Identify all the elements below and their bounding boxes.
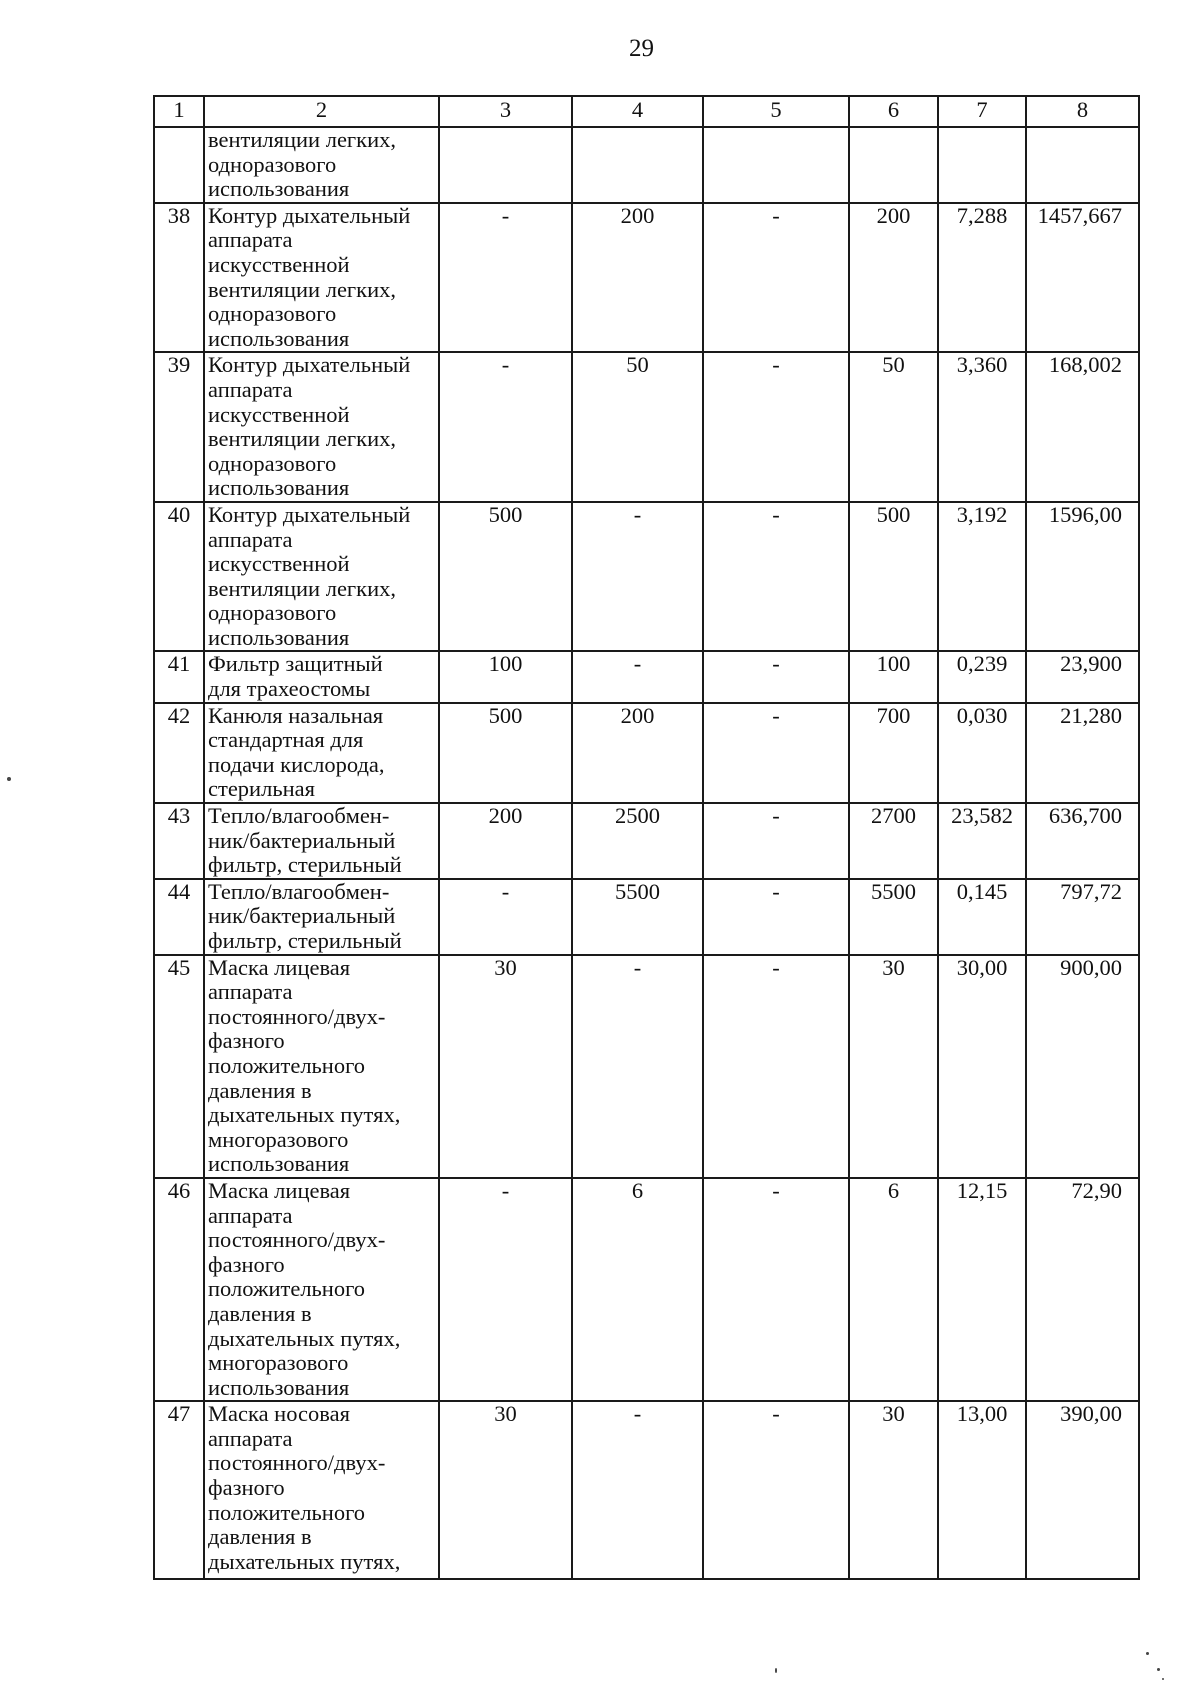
item-name-line: использования — [208, 176, 350, 202]
value-cell-col4: - — [572, 955, 703, 1178]
item-name-line: аппарата — [208, 1202, 293, 1228]
column-header: 1 — [154, 96, 204, 127]
value-cell-col5: - — [703, 1178, 849, 1401]
item-name-line: вентиляции легких, — [208, 276, 397, 302]
item-name-line: фазного — [208, 1475, 285, 1501]
item-name-line: положительного — [208, 1052, 366, 1078]
item-name-line: ник/бактериальный — [208, 903, 396, 929]
item-name-line: Маска носовая — [208, 1401, 350, 1427]
table-row — [154, 879, 1139, 955]
item-name-line: вентиляции легких, — [208, 575, 397, 601]
item-name-line: постоянного/двух- — [208, 1003, 386, 1029]
item-name-cell — [204, 127, 439, 203]
item-name-cell — [204, 1401, 439, 1579]
value-cell-col7: 0,145 — [938, 879, 1026, 955]
value-cell-col8: 1596,00 — [1026, 502, 1139, 652]
column-header: 2 — [204, 96, 439, 127]
item-name-line: подачи кислорода, — [208, 751, 385, 777]
value-cell-col8: 168,002 — [1026, 352, 1139, 502]
value-cell-col8: 390,00 — [1026, 1401, 1139, 1579]
value-cell-col5: - — [703, 955, 849, 1178]
value-cell-col7 — [938, 127, 1026, 203]
value-cell-col5: - — [703, 203, 849, 353]
value-cell-col5: - — [703, 879, 849, 955]
item-name-line: Контур дыхательный — [208, 501, 411, 527]
column-header: 3 — [439, 96, 572, 127]
specification-table — [153, 95, 1140, 1580]
value-cell-col5: - — [703, 1401, 849, 1579]
value-cell-col3: - — [439, 203, 572, 353]
item-name-line: аппарата — [208, 526, 293, 552]
item-name-cell — [204, 703, 439, 803]
value-cell-col8: 900,00 — [1026, 955, 1139, 1178]
value-cell-col7: 0,239 — [938, 651, 1026, 702]
item-name-line: для трахеостомы — [208, 676, 371, 702]
value-cell-col7: 12,15 — [938, 1178, 1026, 1401]
value-cell-col5: - — [703, 651, 849, 702]
value-cell-col3: 200 — [439, 803, 572, 879]
item-name-line: использования — [208, 624, 350, 650]
value-cell-col7: 3,192 — [938, 502, 1026, 652]
row-number-cell: 41 — [154, 651, 204, 702]
table-row — [154, 703, 1139, 803]
row-number-cell: 47 — [154, 1401, 204, 1579]
item-name-line: вентиляции легких, — [208, 426, 397, 452]
value-cell-col3 — [439, 127, 572, 203]
value-cell-col5: - — [703, 352, 849, 502]
item-name-cell — [204, 955, 439, 1178]
value-cell-col8: 797,72 — [1026, 879, 1139, 955]
value-cell-col8: 72,90 — [1026, 1178, 1139, 1401]
value-cell-col8: 21,280 — [1026, 703, 1139, 803]
item-name-line: Тепло/влагообмен- — [208, 803, 390, 829]
column-header: 7 — [938, 96, 1026, 127]
value-cell-col4: 200 — [572, 703, 703, 803]
value-cell-col7: 23,582 — [938, 803, 1026, 879]
value-cell-col4: 5500 — [572, 879, 703, 955]
scan-speck — [1146, 1652, 1149, 1655]
item-name-line: постоянного/двух- — [208, 1227, 386, 1253]
row-number-cell: 42 — [154, 703, 204, 803]
item-name-line: дыхательных путях, — [208, 1325, 401, 1351]
item-name-line: искусственной — [208, 401, 350, 427]
row-number-cell — [154, 127, 204, 203]
value-cell-col6: 50 — [849, 352, 938, 502]
item-name-cell — [204, 879, 439, 955]
row-number-cell: 38 — [154, 203, 204, 353]
value-cell-col5: - — [703, 502, 849, 652]
value-cell-col6: 5500 — [849, 879, 938, 955]
value-cell-col8: 636,700 — [1026, 803, 1139, 879]
row-number-cell: 46 — [154, 1178, 204, 1401]
scan-speck — [1157, 1668, 1160, 1671]
item-name-line: положительного — [208, 1499, 366, 1525]
item-name-line: искусственной — [208, 251, 350, 277]
item-name-line: многоразового — [208, 1350, 349, 1376]
value-cell-col6 — [849, 127, 938, 203]
value-cell-col3: - — [439, 879, 572, 955]
item-name-line: аппарата — [208, 1425, 293, 1451]
scan-speck — [775, 1668, 777, 1673]
table-row — [154, 127, 1139, 203]
item-name-line: многоразового — [208, 1126, 349, 1152]
table-row — [154, 803, 1139, 879]
value-cell-col3: 500 — [439, 502, 572, 652]
item-name-line: одноразового — [208, 450, 337, 476]
value-cell-col3: - — [439, 352, 572, 502]
value-cell-col5 — [703, 127, 849, 203]
value-cell-col4: 200 — [572, 203, 703, 353]
row-number-cell: 40 — [154, 502, 204, 652]
item-name-line: положительного — [208, 1276, 366, 1302]
column-header: 6 — [849, 96, 938, 127]
value-cell-col7: 13,00 — [938, 1401, 1026, 1579]
item-name-cell — [204, 203, 439, 353]
value-cell-col4: - — [572, 1401, 703, 1579]
scan-speck — [7, 777, 11, 781]
item-name-line: Контур дыхательный — [208, 202, 411, 228]
item-name-line: одноразового — [208, 600, 337, 626]
value-cell-col4 — [572, 127, 703, 203]
item-name-line: использования — [208, 1374, 350, 1400]
item-name-line: Контур дыхательный — [208, 352, 411, 378]
item-name-line: дыхательных путях, — [208, 1102, 401, 1128]
item-name-cell — [204, 352, 439, 502]
item-name-line: фильтр, стерильный — [208, 852, 402, 878]
table-row — [154, 352, 1139, 502]
value-cell-col4: - — [572, 502, 703, 652]
item-name-line: использования — [208, 475, 350, 501]
item-name-line: аппарата — [208, 979, 293, 1005]
item-name-line: стерильная — [208, 776, 315, 802]
value-cell-col4: 2500 — [572, 803, 703, 879]
value-cell-col8: 1457,667 — [1026, 203, 1139, 353]
value-cell-col4: - — [572, 651, 703, 702]
value-cell-col6: 100 — [849, 651, 938, 702]
item-name-line: Тепло/влагообмен- — [208, 878, 390, 904]
item-name-line: Фильтр защитный — [208, 651, 383, 677]
item-name-line: аппарата — [208, 227, 293, 253]
item-name-line: давления в — [208, 1300, 312, 1326]
value-cell-col6: 6 — [849, 1178, 938, 1401]
value-cell-col7: 30,00 — [938, 955, 1026, 1178]
column-header: 8 — [1026, 96, 1139, 127]
row-number-cell: 44 — [154, 879, 204, 955]
table-row — [154, 651, 1139, 702]
value-cell-col8: 23,900 — [1026, 651, 1139, 702]
value-cell-col6: 30 — [849, 955, 938, 1178]
column-header: 5 — [703, 96, 849, 127]
item-name-cell — [204, 803, 439, 879]
value-cell-col7: 7,288 — [938, 203, 1026, 353]
column-header: 4 — [572, 96, 703, 127]
table-row — [154, 1178, 1139, 1401]
row-number-cell: 43 — [154, 803, 204, 879]
item-name-line: Маска лицевая — [208, 1177, 351, 1203]
table-row — [154, 1401, 1139, 1579]
table-row — [154, 203, 1139, 353]
item-name-line: давления в — [208, 1077, 312, 1103]
item-name-line: использования — [208, 325, 350, 351]
value-cell-col4: 6 — [572, 1178, 703, 1401]
item-name-line: дыхательных путях, — [208, 1548, 401, 1574]
item-name-line: аппарата — [208, 376, 293, 402]
item-name-line: фильтр, стерильный — [208, 928, 402, 953]
item-name-line: постоянного/двух- — [208, 1450, 386, 1476]
page-number: 29 — [629, 35, 654, 62]
scan-speck — [1162, 1678, 1164, 1680]
value-cell-col6: 700 — [849, 703, 938, 803]
item-name-line: искусственной — [208, 551, 350, 577]
value-cell-col7: 3,360 — [938, 352, 1026, 502]
item-name-line: Канюля назальная — [208, 702, 384, 728]
value-cell-col8 — [1026, 127, 1139, 203]
item-name-line: одноразового — [208, 151, 337, 177]
value-cell-col6: 30 — [849, 1401, 938, 1579]
column-number-row — [154, 96, 1139, 127]
table-row — [154, 502, 1139, 652]
row-number-cell: 39 — [154, 352, 204, 502]
value-cell-col3: 30 — [439, 1401, 572, 1579]
value-cell-col3: - — [439, 1178, 572, 1401]
value-cell-col3: 100 — [439, 651, 572, 702]
item-name-line: использования — [208, 1151, 350, 1177]
item-name-line: давления в — [208, 1524, 312, 1550]
item-name-line: ник/бактериальный — [208, 827, 396, 853]
item-name-cell — [204, 651, 439, 702]
item-name-line: вентиляции легких, — [208, 127, 397, 152]
value-cell-col5: - — [703, 803, 849, 879]
item-name-line: стандартная для — [208, 727, 364, 753]
table-body — [154, 127, 1139, 1579]
item-name-line: фазного — [208, 1028, 285, 1054]
value-cell-col7: 0,030 — [938, 703, 1026, 803]
table-row — [154, 955, 1139, 1178]
item-name-line: Маска лицевая — [208, 954, 351, 980]
item-name-line: фазного — [208, 1251, 285, 1277]
value-cell-col3: 30 — [439, 955, 572, 1178]
row-number-cell: 45 — [154, 955, 204, 1178]
value-cell-col6: 500 — [849, 502, 938, 652]
value-cell-col5: - — [703, 703, 849, 803]
value-cell-col3: 500 — [439, 703, 572, 803]
value-cell-col6: 2700 — [849, 803, 938, 879]
value-cell-col6: 200 — [849, 203, 938, 353]
item-name-cell — [204, 1178, 439, 1401]
item-name-line: одноразового — [208, 301, 337, 327]
item-name-cell — [204, 502, 439, 652]
value-cell-col4: 50 — [572, 352, 703, 502]
